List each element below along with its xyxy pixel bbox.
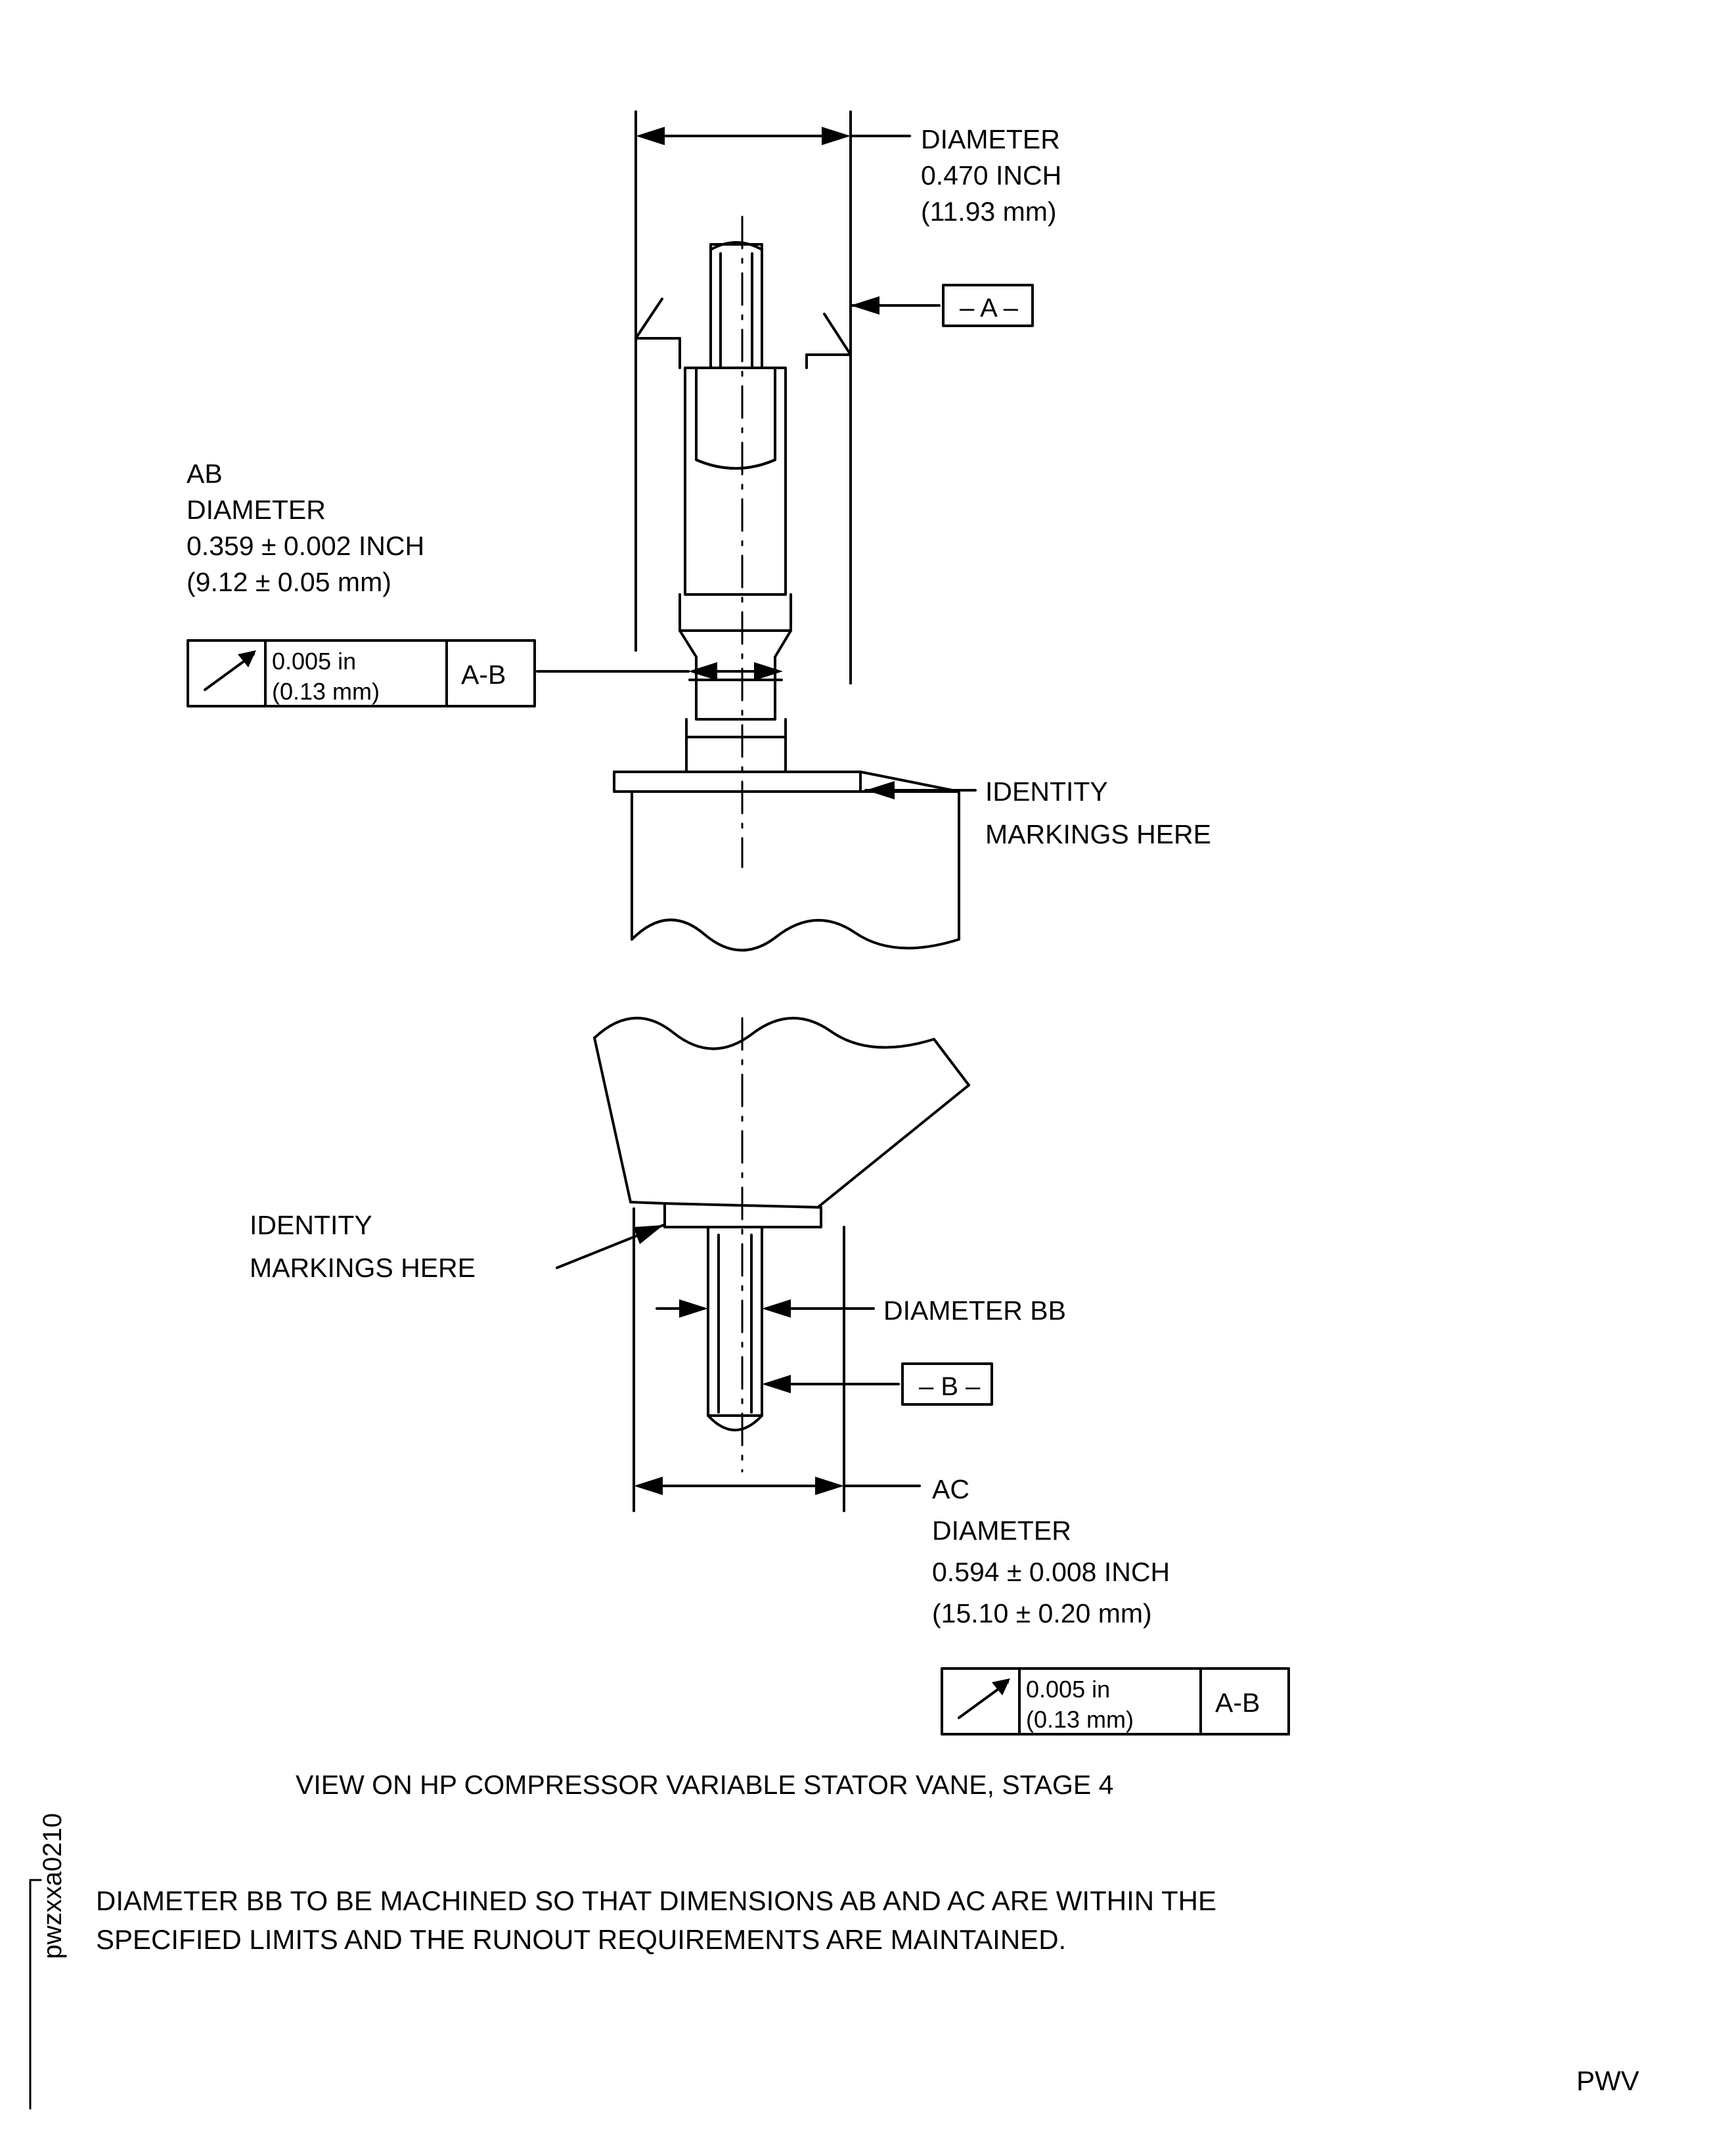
identity-bottom-line1: IDENTITY <box>250 1210 372 1240</box>
fcf-bottom-tolerance-inch: 0.005 in <box>1026 1676 1111 1703</box>
ac-value-metric: (15.10 ± 0.20 mm) <box>932 1598 1152 1628</box>
ab-dimension-arrows <box>688 662 783 681</box>
top-diameter-value: 0.470 INCH <box>921 160 1062 190</box>
airfoil-upper-body <box>632 920 959 950</box>
figure-caption: VIEW ON HP COMPRESSOR VARIABLE STATOR VANE, STAGE 4 <box>296 1770 1114 1800</box>
identity-top-line2: MARKINGS HERE <box>985 819 1211 849</box>
vane-stem-upper-outline <box>680 242 791 772</box>
ab-diameter-word: DIAMETER <box>187 495 326 525</box>
top-diameter-dimension-line <box>636 127 910 145</box>
ac-diameter-extension-lines <box>634 1209 844 1511</box>
datum-a-leader <box>851 296 939 315</box>
fcf-bottom-datum-ref: A-B <box>1215 1688 1260 1718</box>
datum-b-leader <box>762 1375 899 1393</box>
note-line-1: DIAMETER BB TO BE MACHINED SO THAT DIMENSIONS AB AND AC ARE WITHIN THE <box>96 1885 1216 1916</box>
corner-code: PWV <box>1576 2065 1639 2096</box>
datum-b-label: – B – <box>919 1372 981 1401</box>
vane-platform-top <box>614 772 959 939</box>
fcf-top-tolerance-inch: 0.005 in <box>272 648 357 675</box>
fcf-bottom-tolerance-metric: (0.13 mm) <box>1026 1706 1134 1733</box>
vane-stem-lower-outline <box>708 1227 762 1430</box>
diameter-bb-label: DIAMETER BB <box>883 1295 1066 1326</box>
top-diameter-label: DIAMETER <box>921 124 1060 154</box>
fcf-top-tolerance-metric: (0.13 mm) <box>272 678 380 705</box>
identity-top-line1: IDENTITY <box>985 776 1108 807</box>
ab-value-inch: 0.359 ± 0.002 INCH <box>187 531 425 561</box>
ac-label: AC <box>932 1474 969 1504</box>
fcf-top-datum-ref: A-B <box>461 660 506 690</box>
ac-diameter-word: DIAMETER <box>932 1515 1071 1546</box>
side-reference-code: pwzxxa0210 <box>38 1813 67 1960</box>
ab-label: AB <box>187 459 223 489</box>
ac-value-inch: 0.594 ± 0.008 INCH <box>932 1557 1170 1587</box>
diameter-bb-arrows <box>657 1299 874 1318</box>
airfoil-lower-body <box>594 1018 969 1207</box>
identity-bottom-line2: MARKINGS HERE <box>250 1253 476 1283</box>
top-diameter-value-metric: (11.93 mm) <box>921 196 1057 227</box>
identity-bottom-leader <box>557 1225 663 1268</box>
note-line-2: SPECIFIED LIMITS AND THE RUNOUT REQUIREMENTS ARE MAINTAINED. <box>96 1924 1067 1955</box>
datum-a-label: – A – <box>960 294 1018 323</box>
ab-value-metric: (9.12 ± 0.05 mm) <box>187 567 391 597</box>
ac-diameter-dimension-line <box>634 1477 920 1495</box>
